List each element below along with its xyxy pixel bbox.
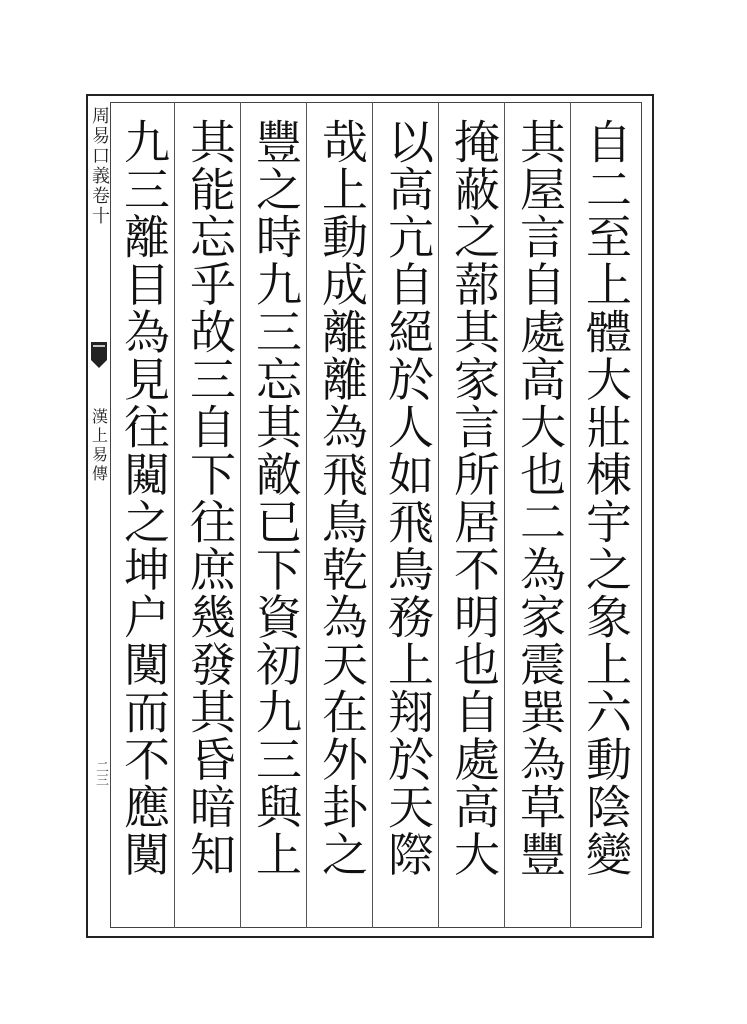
- fold-margin: [88, 96, 110, 936]
- text-column-2: 其屋言自處高大也二為家震巽為草豐: [513, 118, 567, 878]
- text-column-5: 哉上動成離離為飛鳥乾為天在外卦之: [315, 118, 369, 878]
- text-column-6: 豐之時九三忘其敵已下資初九三與上: [249, 118, 303, 878]
- text-column-8: 九三離目為見往闚之坤户闃而不應闃: [117, 118, 171, 878]
- margin-book-title: 周易口義卷十: [89, 106, 110, 226]
- margin-page-number: 二三: [93, 760, 108, 786]
- text-column-1: 自二至上體大壯棟宇之象上六動陰變: [579, 118, 633, 878]
- fish-tail-icon: [90, 340, 108, 372]
- margin-section-title: 漢上易傳: [89, 408, 109, 484]
- text-column-7: 其能忘乎故三自下往庶幾發其昏暗知: [183, 118, 237, 878]
- text-column-3: 掩蔽之蔀其家言所居不明也自處高大: [447, 118, 501, 878]
- text-column-4: 以高亢自絕於人如飛鳥務上翔於天際: [381, 118, 435, 878]
